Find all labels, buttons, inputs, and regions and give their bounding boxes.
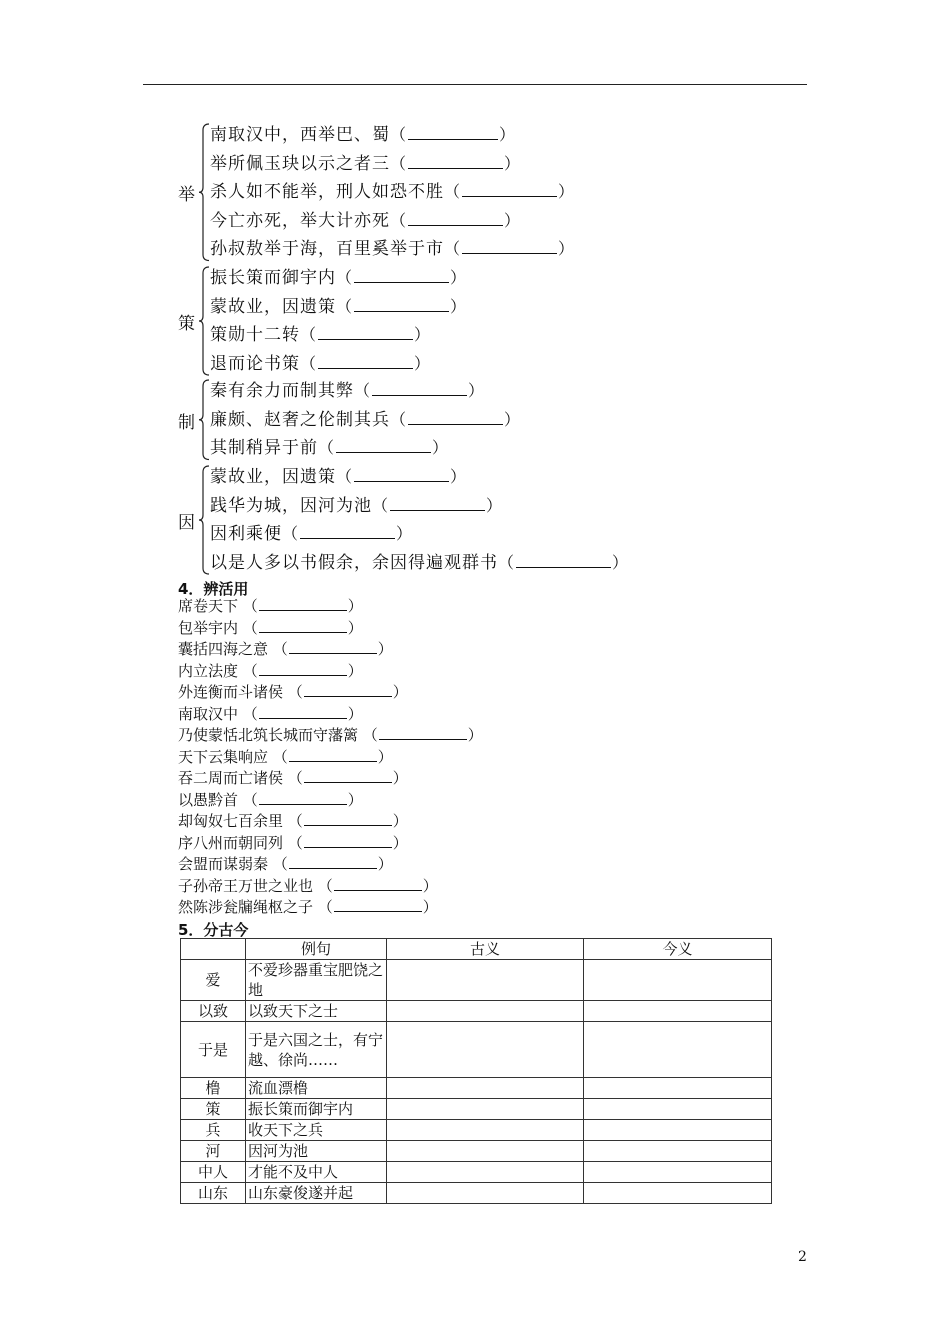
answer-blank[interactable]	[259, 619, 347, 633]
item-text: 蒙故业，因遗策	[210, 296, 336, 317]
open-paren: （	[313, 898, 333, 916]
answer-blank[interactable]	[300, 522, 395, 539]
example-cell: 流血漂橹	[246, 1078, 387, 1099]
item-text: 其制稍异于前	[210, 438, 318, 458]
header-rule	[143, 84, 807, 85]
open-paren: （	[390, 210, 408, 230]
item-text: 秦有余力而制其弊	[210, 381, 354, 401]
table-row	[181, 1001, 772, 1022]
modern-meaning-cell[interactable]	[584, 1022, 772, 1078]
open-paren: （	[282, 524, 300, 543]
list-item	[178, 725, 483, 747]
item-text: 退而论书策	[210, 353, 300, 374]
word-cell: 于是	[181, 1022, 246, 1078]
item-text: 序八州而朝同列	[178, 833, 284, 852]
item-text: 南取汉中	[178, 704, 239, 723]
item-text: 策勋十二转	[210, 325, 300, 345]
header-example: 例句	[246, 939, 387, 960]
close-paren: ）	[468, 381, 486, 400]
close-paren: ）	[392, 833, 408, 852]
answer-blank[interactable]	[336, 436, 431, 453]
word-cell: 河	[181, 1141, 246, 1162]
table-row	[181, 960, 772, 1001]
modern-meaning-cell[interactable]	[584, 1001, 772, 1022]
group-word: 制	[178, 412, 195, 433]
close-paren: ）	[377, 640, 393, 658]
ancient-meaning-cell[interactable]	[387, 960, 584, 1001]
table-row	[181, 1141, 772, 1162]
table-header-row	[181, 939, 772, 960]
open-paren: （	[283, 683, 303, 701]
item-text: 以是人多以书假余，余因得遍观群书	[210, 552, 498, 573]
item-text: 因利乘便	[210, 524, 282, 544]
answer-blank[interactable]	[304, 834, 392, 848]
close-paren: ）	[504, 409, 522, 429]
ancient-meaning-cell[interactable]	[387, 1078, 584, 1099]
open-paren: （	[238, 597, 258, 615]
close-paren: ）	[392, 812, 408, 830]
section-5-title: 5．分古今	[178, 921, 249, 939]
close-paren: ）	[347, 790, 363, 809]
example-cell: 振长策而御宇内	[246, 1099, 387, 1120]
group-item	[210, 463, 629, 492]
answer-blank[interactable]	[408, 152, 503, 169]
brace-icon	[198, 377, 210, 463]
list-item	[178, 596, 483, 618]
word-cell: 爱	[181, 960, 246, 1001]
ancient-meaning-cell[interactable]	[387, 1022, 584, 1078]
item-text: 蒙故业，因遗策	[210, 467, 336, 487]
close-paren: ）	[499, 125, 517, 144]
list-item	[178, 639, 483, 661]
close-paren: ）	[467, 726, 483, 744]
answer-blank[interactable]	[354, 295, 449, 312]
group-item	[210, 434, 521, 463]
answer-blank[interactable]	[259, 662, 347, 676]
table-row	[181, 1162, 772, 1183]
open-paren: （	[372, 495, 390, 515]
item-text: 乃使蒙恬北筑长城而守藩篱	[178, 726, 359, 744]
item-text: 子孙帝王万世之业也	[178, 876, 314, 895]
header-modern-meaning: 今义	[584, 939, 772, 960]
open-paren: （	[268, 747, 288, 766]
item-text: 内立法度	[178, 661, 239, 680]
answer-blank[interactable]	[259, 791, 347, 805]
answer-blank[interactable]	[462, 180, 557, 197]
group-item	[210, 264, 467, 293]
modern-meaning-cell[interactable]	[584, 1162, 772, 1183]
group-word: 因	[178, 513, 195, 533]
answer-blank[interactable]	[318, 352, 413, 369]
group-item	[210, 321, 467, 350]
list-item	[178, 876, 483, 898]
ancient-meaning-cell[interactable]	[387, 1183, 584, 1204]
group-item	[210, 520, 629, 549]
modern-meaning-cell[interactable]	[584, 1120, 772, 1141]
header-ancient-meaning: 古义	[387, 939, 584, 960]
close-paren: ）	[414, 353, 432, 373]
close-paren: ）	[347, 704, 363, 723]
list-item	[178, 661, 483, 683]
group-item	[210, 178, 575, 207]
gujin-table	[180, 938, 772, 1204]
brace-icon	[198, 264, 210, 378]
word-cell: 以致	[181, 1001, 246, 1022]
answer-blank[interactable]	[304, 812, 392, 826]
ancient-meaning-cell[interactable]	[387, 1001, 584, 1022]
close-paren: ）	[504, 153, 522, 173]
item-text: 廉颇、赵奢之伦制其兵	[210, 409, 390, 430]
answer-blank[interactable]	[304, 683, 392, 697]
item-text: 振长策而御宇内	[210, 268, 336, 288]
example-cell: 因河为池	[246, 1141, 387, 1162]
modern-meaning-cell[interactable]	[584, 1099, 772, 1120]
close-paren: ）	[612, 552, 630, 572]
item-text: 今亡亦死，举大计亦死	[210, 210, 390, 231]
table-row	[181, 1099, 772, 1120]
example-cell: 收天下之兵	[246, 1120, 387, 1141]
item-text: 天下云集响应	[178, 747, 269, 766]
ancient-meaning-cell[interactable]	[387, 1099, 584, 1120]
word-cell: 中人	[181, 1162, 246, 1183]
brace-icon	[198, 463, 210, 577]
open-paren: （	[444, 239, 462, 258]
answer-blank[interactable]	[259, 705, 347, 719]
modern-meaning-cell[interactable]	[584, 1183, 772, 1204]
item-text: 席卷天下	[178, 597, 239, 615]
close-paren: ）	[396, 524, 414, 543]
list-item	[178, 897, 483, 919]
brace-icon	[198, 121, 210, 264]
item-text: 孙叔敖举于海，百里奚举于市	[210, 239, 444, 259]
group-item	[210, 293, 467, 322]
open-paren: （	[300, 353, 318, 373]
close-paren: ）	[377, 747, 393, 766]
item-text: 却匈奴七百余里	[178, 812, 284, 830]
open-paren: （	[358, 726, 378, 744]
list-item	[178, 768, 483, 790]
answer-blank[interactable]	[372, 379, 467, 396]
answer-blank[interactable]	[390, 494, 485, 511]
group-item	[210, 492, 629, 521]
group-item	[210, 235, 575, 264]
table-row	[181, 1078, 772, 1099]
word-cell: 兵	[181, 1120, 246, 1141]
open-paren: （	[390, 409, 408, 429]
item-text: 然陈涉瓮牖绳枢之子	[178, 898, 314, 916]
item-text: 践华为城，因河为池	[210, 495, 372, 516]
item-text: 杀人如不能举，刑人如恐不胜	[210, 182, 444, 202]
close-paren: ）	[392, 683, 408, 701]
word-cell: 山东	[181, 1183, 246, 1204]
open-paren: （	[390, 125, 408, 144]
open-paren: （	[336, 296, 354, 316]
word-cell: 策	[181, 1099, 246, 1120]
close-paren: ）	[347, 618, 363, 637]
group-item	[210, 549, 629, 578]
answer-blank[interactable]	[289, 855, 377, 869]
open-paren: （	[238, 790, 258, 809]
answer-blank[interactable]	[516, 551, 611, 568]
answer-blank[interactable]	[408, 123, 498, 140]
open-paren: （	[268, 855, 288, 873]
open-paren: （	[238, 661, 258, 680]
example-cell: 才能不及中人	[246, 1162, 387, 1183]
answer-blank[interactable]	[318, 323, 413, 340]
modern-meaning-cell[interactable]	[584, 1078, 772, 1099]
answer-blank[interactable]	[379, 726, 467, 740]
group-item	[210, 350, 467, 379]
list-item	[178, 704, 483, 726]
open-paren: （	[283, 812, 303, 830]
table-row	[181, 1183, 772, 1204]
item-text: 举所佩玉玦以示之者三	[210, 153, 390, 174]
close-paren: ）	[450, 296, 468, 316]
open-paren: （	[390, 153, 408, 173]
open-paren: （	[238, 618, 258, 637]
list-item	[178, 854, 483, 876]
open-paren: （	[336, 268, 354, 287]
example-cell: 以致天下之士	[246, 1001, 387, 1022]
answer-blank[interactable]	[334, 898, 422, 912]
item-text: 以愚黔首	[178, 790, 239, 809]
open-paren: （	[498, 552, 516, 572]
close-paren: ）	[392, 769, 408, 787]
answer-blank[interactable]	[354, 465, 449, 482]
answer-blank[interactable]	[462, 237, 557, 254]
close-paren: ）	[414, 325, 432, 344]
example-cell: 不爱珍器重宝肥饶之地	[246, 960, 387, 1001]
answer-blank[interactable]	[408, 408, 503, 425]
close-paren: ）	[422, 898, 438, 916]
open-paren: （	[300, 325, 318, 344]
item-text: 南取汉中，西举巴、蜀	[210, 125, 390, 145]
group-item	[210, 207, 575, 236]
close-paren: ）	[504, 210, 522, 230]
answer-blank[interactable]	[289, 640, 377, 654]
group-word: 策	[178, 314, 195, 334]
open-paren: （	[268, 640, 288, 658]
page-number: 2	[798, 1249, 807, 1265]
open-paren: （	[283, 769, 303, 787]
close-paren: ）	[377, 855, 393, 873]
group-word: 举	[178, 185, 195, 206]
answer-blank[interactable]	[259, 597, 347, 611]
close-paren: ）	[347, 597, 363, 615]
example-cell: 于是六国之士，有宁越、徐尚……	[246, 1022, 387, 1078]
item-text: 囊括四海之意	[178, 640, 269, 658]
modern-meaning-cell[interactable]	[584, 1141, 772, 1162]
item-text: 吞二周而亡诸侯	[178, 769, 284, 787]
list-item	[178, 833, 483, 855]
open-paren: （	[313, 876, 333, 895]
table-row	[181, 1120, 772, 1141]
open-paren: （	[444, 182, 462, 201]
close-paren: ）	[450, 268, 468, 287]
section-4-title: 4．辨活用	[178, 580, 249, 598]
section-4-list	[178, 596, 483, 919]
ancient-meaning-cell[interactable]	[387, 1120, 584, 1141]
table-row	[181, 1022, 772, 1078]
answer-blank[interactable]	[304, 769, 392, 783]
list-item	[178, 682, 483, 704]
answer-blank[interactable]	[354, 266, 449, 283]
list-item	[178, 618, 483, 640]
close-paren: ）	[450, 467, 468, 486]
open-paren: （	[336, 467, 354, 486]
open-paren: （	[318, 438, 336, 457]
group-item	[210, 377, 521, 406]
close-paren: ）	[486, 495, 504, 515]
modern-meaning-cell[interactable]	[584, 960, 772, 1001]
ancient-meaning-cell[interactable]	[387, 1162, 584, 1183]
header-word	[181, 939, 246, 960]
open-paren: （	[354, 381, 372, 400]
close-paren: ）	[558, 239, 576, 258]
item-text: 外连衡而斗诸侯	[178, 683, 284, 701]
ancient-meaning-cell[interactable]	[387, 1141, 584, 1162]
answer-blank[interactable]	[408, 209, 503, 226]
group-item	[210, 406, 521, 435]
item-text: 包举宇内	[178, 618, 239, 637]
close-paren: ）	[432, 438, 450, 457]
group-item	[210, 121, 575, 150]
example-cell: 山东豪俊遂并起	[246, 1183, 387, 1204]
close-paren: ）	[558, 182, 576, 201]
close-paren: ）	[347, 661, 363, 680]
answer-blank[interactable]	[289, 748, 377, 762]
open-paren: （	[283, 833, 303, 852]
list-item	[178, 747, 483, 769]
answer-blank[interactable]	[334, 877, 422, 891]
word-cell: 橹	[181, 1078, 246, 1099]
group-item	[210, 150, 575, 179]
list-item	[178, 790, 483, 812]
open-paren: （	[238, 704, 258, 723]
close-paren: ）	[422, 876, 438, 895]
item-text: 会盟而谋弱秦	[178, 855, 269, 873]
list-item	[178, 811, 483, 833]
